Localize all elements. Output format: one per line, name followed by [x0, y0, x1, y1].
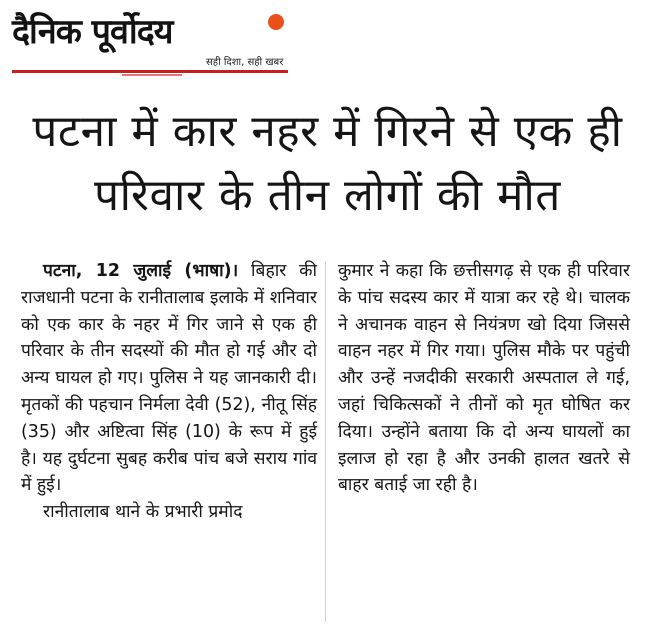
- masthead-tagline: सही दिशा, सही खबर: [206, 57, 284, 68]
- article-paragraph-3: कुमार ने कहा कि छत्तीसगढ़ से एक ही परिवार के पांच सदस्य कार में यात्रा कर रहे थे। चालक ने अचानक वाहन से नियंत्रण खो दिया जिससे वाहन नहर में गिर गया। पुलिस मौके पर पहुंची और उन्हें नजदीकी सरकारी अस्पताल ले गई, जहां चिकित्सकों ने तीनों को मृत घोषित कर दिया। उन्होंने बताया कि दो अन्य घायलों का इलाज हो रहा है और उनकी हालत खतरे से बाहर बताई जा रही है।: [338, 261, 630, 496]
- article-dateline: पटना, 12 जुलाई (भाषा)।: [43, 261, 239, 281]
- article-column-left: [21, 258, 317, 526]
- newspaper-logo: दैनिक पूर्वोदय: [12, 12, 173, 52]
- logo-dot-icon: [268, 14, 284, 30]
- masthead: [12, 6, 288, 74]
- column-divider: [325, 262, 326, 622]
- masthead-rule: [12, 70, 288, 73]
- masthead-subrule: [122, 74, 182, 76]
- article-body-1: बिहार की राजधानी पटना के रानीतालाब इलाके में शनिवार को एक कार के नहर में गिर जाने से एक ही परिवार के तीन सदस्यों की मौत हो गई और दो अन्य घायल हो गए। पुलिस ने यह जानकारी दी। मृतकों की पहचान निर्मला देवी (52), नीतू सिंह (35) और अष्टित्वा सिंह (10) के रूप में हुई है। यह दुर्घटना सुबह करीब पांच बजे सराय गांव में हुई।: [21, 261, 318, 496]
- article-paragraph-1: [21, 258, 317, 499]
- article-paragraph-2: रानीतालाब थाने के प्रभारी प्रमोद: [43, 502, 243, 523]
- article-column-right: [338, 258, 630, 499]
- article-headline: पटना में कार नहर में गिरने से एक ही परिवार के तीन लोगों की मौत: [32, 106, 623, 221]
